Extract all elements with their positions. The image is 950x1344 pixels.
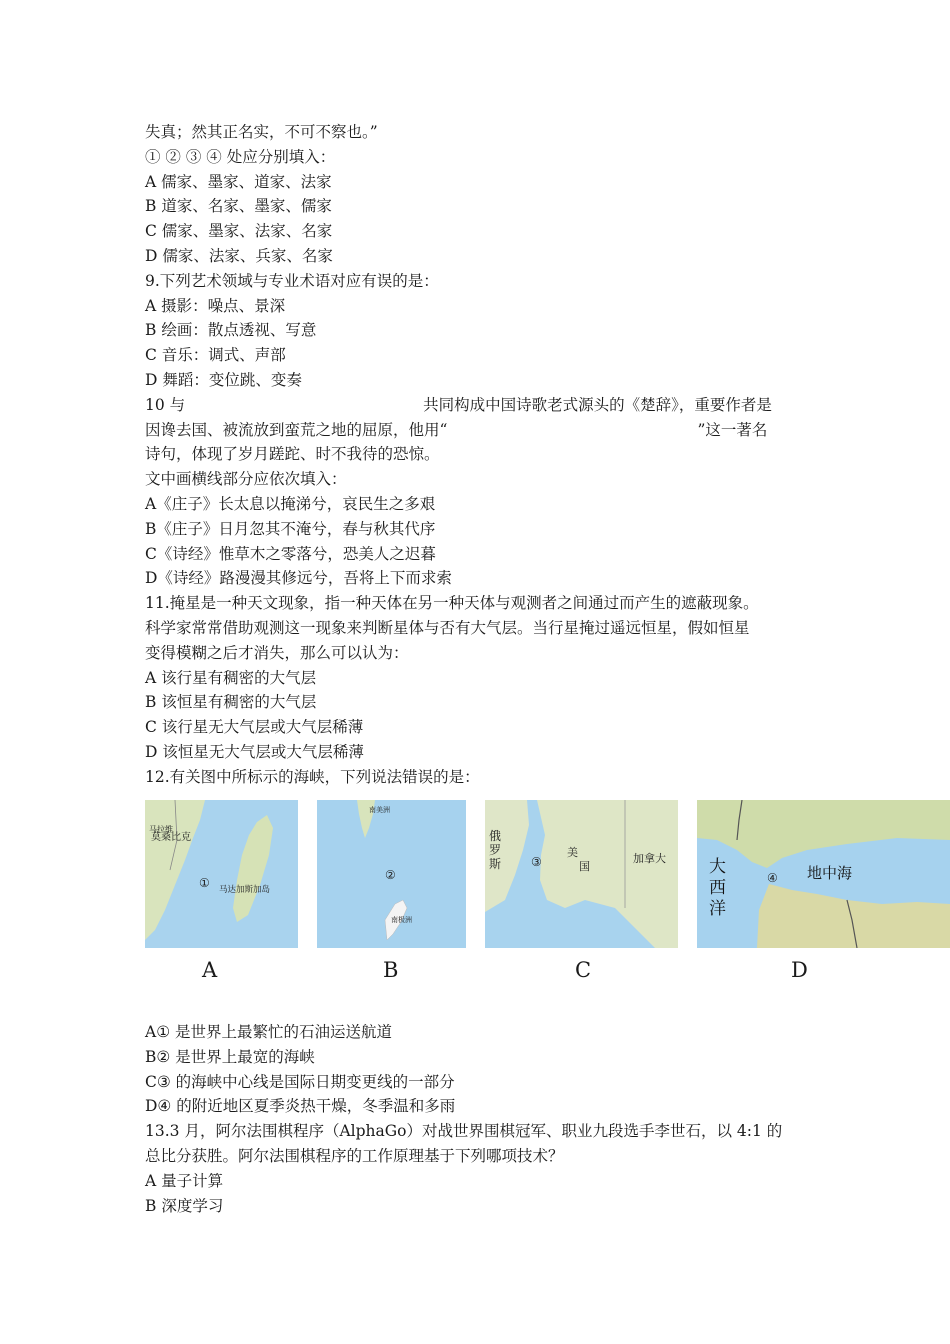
q12-option-d: D④ 的附近地区夏季炎热干燥，冬季温和多雨 — [145, 1097, 456, 1116]
q13-line-2: 总比分获胜。阿尔法围棋程序的工作原理基于下列哪项技术？ — [145, 1146, 564, 1165]
map-c-label-usa-1: 美 — [567, 846, 578, 859]
q11-line-2: 科学家常常借助观测这一现象来判断星体与否有大气层。当行星掩过遥远恒星，假如恒星 — [145, 618, 750, 637]
map-a-strait-mark: ① — [199, 876, 210, 890]
q8-stem-tail: 失真；然其正名实，不可不察也。” — [145, 123, 378, 141]
q9-option-d: D 舞蹈：变位跳、变奏 — [145, 370, 302, 389]
map-c-label-russia-2: 罗 — [489, 843, 502, 857]
map-c-label-canada: 加拿大 — [633, 852, 666, 865]
q12-stem: 12.有关图中所标示的海峡，下列说法错误的是： — [145, 767, 480, 786]
q9-option-a: A 摄影：噪点、景深 — [145, 296, 286, 315]
q11-option-d: D 该恒星无大气层或大气层稀薄 — [145, 742, 364, 761]
map-c-label-russia-1: 俄 — [489, 829, 502, 843]
q12-option-b: B② 是世界上最宽的海峡 — [145, 1047, 315, 1066]
map-a-caption: A — [202, 958, 218, 982]
q12-option-a: A① 是世界上最繁忙的石油运送航道 — [145, 1023, 393, 1041]
q13-line-1: 13.3 月，阿尔法围棋程序（AlphaGo）对战世界围棋冠军、职业九段选手李世石，以 4:1 的 — [145, 1122, 783, 1141]
map-b-label-south-america: 南美洲 — [369, 806, 390, 814]
q13-option-a: A 量子计算 — [145, 1171, 224, 1190]
map-d-caption: D — [791, 958, 808, 982]
map-a-label-malawi: 马拉维 — [149, 825, 173, 834]
q12-option-c: C③ 的海峡中心线是国际日期变更线的一部分 — [145, 1072, 455, 1091]
map-c-label-usa-2: 国 — [579, 860, 590, 873]
q11-option-b: B 该恒星有稠密的大气层 — [145, 693, 317, 712]
map-b-strait-mark: ② — [385, 868, 396, 882]
q11-line-1: 11.掩星是一种天文现象，指一种天体在另一种天体与观测者之间通过而产生的遮蔽现象。 — [145, 594, 759, 613]
map-d-label-atlantic-3: 洋 — [709, 899, 726, 919]
map-d-label-atlantic-1: 大 — [709, 857, 726, 877]
q11-option-c: C 该行星无大气层或大气层稀薄 — [145, 718, 364, 737]
map-c-caption: C — [575, 958, 592, 982]
q8-option-d: D 儒家、法家、兵家、名家 — [145, 246, 333, 265]
map-d-label-mediterranean: 地中海 — [807, 864, 853, 882]
question-text-block — [145, 120, 815, 790]
q10-option-a: A《庄子》长太息以掩涕兮，哀民生之多艰 — [145, 494, 436, 513]
map-d-label-atlantic-2: 西 — [709, 878, 726, 898]
q11-option-a: A 该行星有稠密的大气层 — [145, 668, 317, 687]
map-b — [317, 800, 466, 948]
map-d-strait-mark: ④ — [767, 871, 778, 885]
q9-option-c: C 音乐：调式、声部 — [145, 346, 286, 365]
map-a — [145, 800, 298, 948]
q8-prompt: ① ② ③ ④ 处应分别填入： — [145, 147, 336, 166]
q8-option-c: C 儒家、墨家、法家、名家 — [145, 222, 333, 241]
map-b-caption: B — [383, 958, 399, 982]
q9-stem: 9.下列艺术领域与专业术语对应有误的是： — [145, 271, 439, 290]
question-text-block-2 — [145, 1020, 815, 1218]
map-c-label-russia-3: 斯 — [489, 857, 502, 871]
q10-option-d: D《诗经》路漫漫其修远兮，吾将上下而求索 — [145, 569, 452, 588]
map-c-strait-mark: ③ — [531, 855, 542, 869]
map-d — [697, 800, 950, 948]
q10-number: 10 与 — [145, 395, 186, 414]
q10-line-1 — [145, 393, 815, 418]
q10-line-3: 诗句，体现了岁月蹉跎、时不我待的恐惊。 — [145, 445, 440, 464]
map-c — [485, 800, 678, 948]
q10-option-c: C《诗经》惟草木之零落兮，恐美人之迟暮 — [145, 544, 436, 563]
q10-prompt: 文中画横线部分应依次填入： — [145, 470, 347, 489]
q9-option-b: B 绘画：散点透视、写意 — [145, 321, 317, 340]
q10-line-2: 因谗去国、被流放到蛮荒之地的屈原，他用“ ”这一著名 — [145, 420, 768, 439]
q13-option-b: B 深度学习 — [145, 1196, 224, 1215]
map-b-label-antarctica: 南极洲 — [391, 916, 412, 924]
q10-line-1-rest: 共同构成中国诗歌老式源头的《楚辞》，重要作者是 — [423, 395, 772, 414]
q8-option-b: B 道家、名家、墨家、儒家 — [145, 197, 332, 216]
map-a-label-mozambique: 莫桑比克 — [151, 832, 191, 843]
q8-option-a: A 儒家、墨家、道家、法家 — [145, 172, 332, 191]
strait-maps — [145, 800, 950, 1000]
q11-line-3: 变得模糊之后才消失，那么可以认为： — [145, 643, 409, 662]
q10-option-b: B《庄子》日月忽其不淹兮，春与秋其代序 — [145, 519, 436, 538]
map-a-label-madagascar: 马达加斯加岛 — [219, 885, 271, 895]
